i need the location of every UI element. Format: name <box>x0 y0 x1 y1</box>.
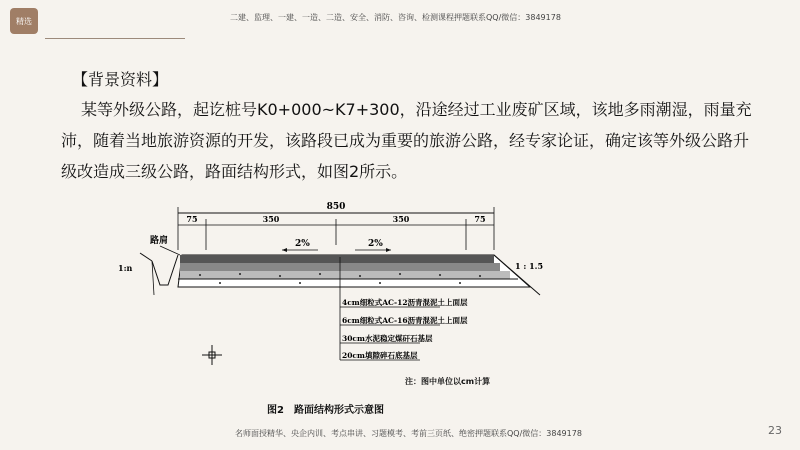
dim-seg-2: 350 <box>262 214 280 224</box>
dim-total: 850 <box>326 202 346 212</box>
logo-badge: 精选 <box>10 8 38 34</box>
slope-left: 2% <box>295 239 310 249</box>
dim-seg-4: 75 <box>474 214 486 224</box>
dim-seg-3: 350 <box>392 214 410 224</box>
crosshair-icon <box>202 345 222 365</box>
layer-1: 4cm细粒式AC-12沥青混泥土上面层 <box>342 298 468 307</box>
section-title: 【背景资料】 <box>72 70 169 89</box>
header-divider <box>45 38 185 39</box>
dim-seg-1: 75 <box>186 214 198 224</box>
pavement-diagram <box>110 195 550 400</box>
slope-right: 2% <box>368 239 383 249</box>
figure-note: 注：图中单位以cm计算 <box>405 377 491 386</box>
layer-3: 30cm水泥稳定煤矸石基层 <box>342 334 433 343</box>
header-text: 二建、监理、一建、一造、二造、安全、消防、咨询、检测课程押题联系QQ/微信：3849178 <box>230 13 561 22</box>
right-slope-ratio: 1 : 1.5 <box>515 261 544 271</box>
layer-4: 20cm填隙碎石底基层 <box>342 351 418 360</box>
shoulder-label: 路肩 <box>150 236 169 246</box>
page-number: 23 <box>768 424 782 437</box>
left-slope-ratio: 1:n <box>118 263 133 273</box>
background-paragraph: 某等外级公路，起讫桩号K0+000~K7+300，沿途经过工业废矿区域，该地多雨潮湿，雨量充沛，随着当地旅游资源的开发，该路段已成为重要的旅游公路，经专家论证，确定该等外级公路升级改造成三级公路，路面结构形式，如图2所示。 <box>61 100 752 181</box>
footer-text: 名师面授精华、央企内训、考点串讲、习题模考、考前三页纸、绝密押题联系QQ/微信：3849178 <box>235 429 582 438</box>
layer-2: 6cm细粒式AC-16沥青混泥土上面层 <box>342 316 468 325</box>
figure-caption: 图2 路面结构形式示意图 <box>267 405 384 416</box>
